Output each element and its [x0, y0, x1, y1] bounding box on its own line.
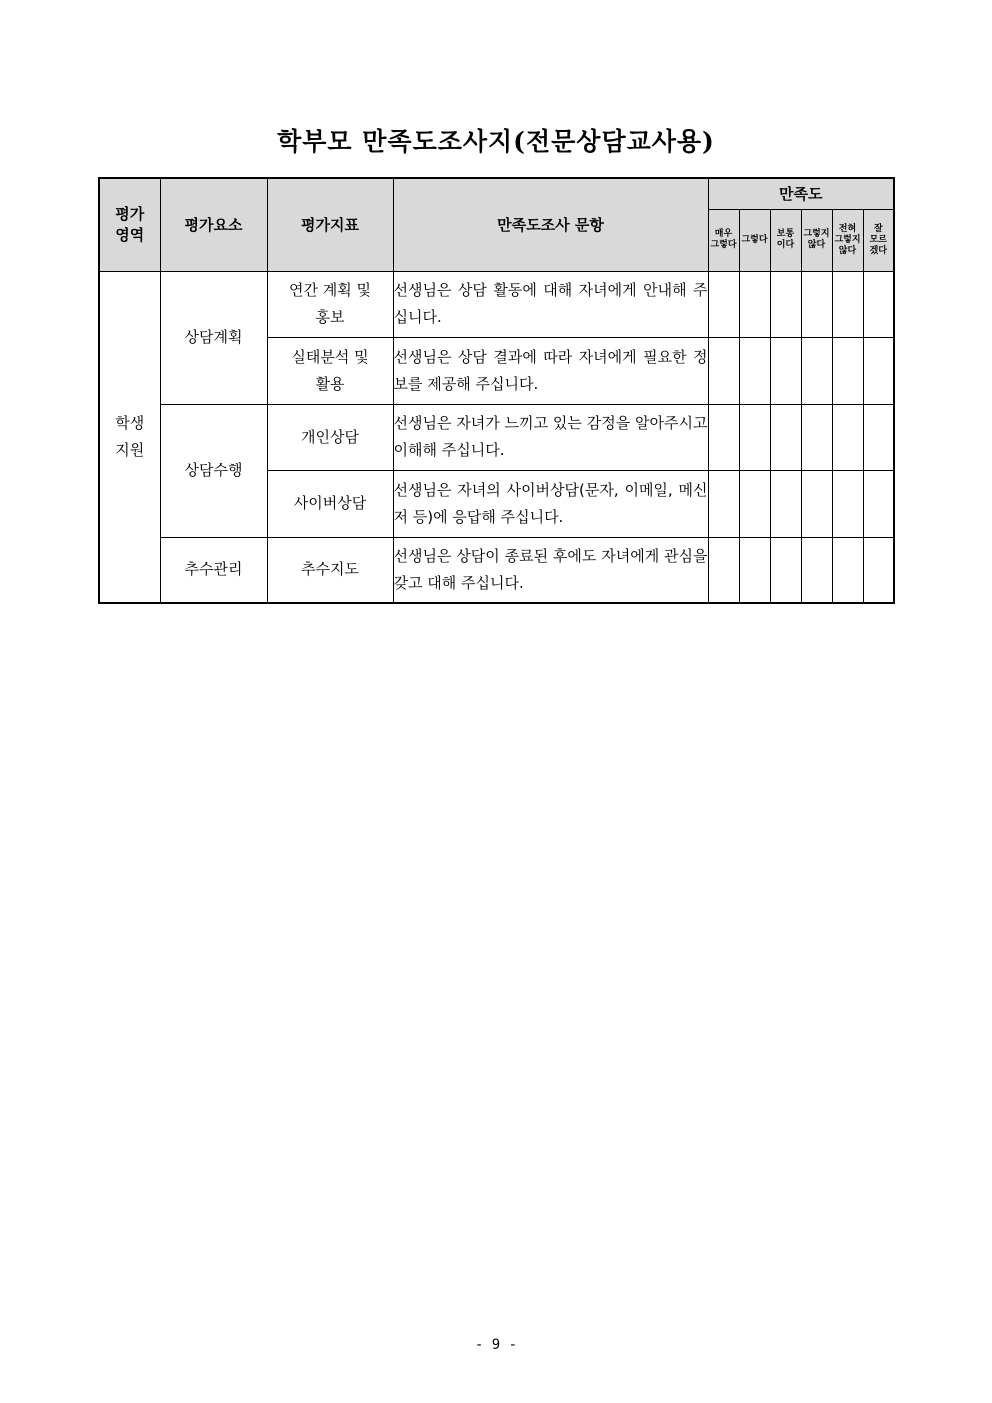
rating-cell[interactable] [739, 470, 770, 537]
rating-cell[interactable] [708, 404, 739, 470]
area-cell: 학생 지원 [99, 271, 160, 603]
rating-cell[interactable] [770, 470, 801, 537]
question-cell: 선생님은 상담이 종료된 후에도 자녀에게 관심을 갖고 대해 주십니다. [393, 537, 708, 603]
table-row [99, 537, 894, 603]
rating-cell[interactable] [832, 271, 863, 337]
scale-strongly-disagree: 전혀 그렇지 않다 [832, 209, 863, 271]
rating-cell[interactable] [770, 537, 801, 603]
indicator-cell: 추수지도 [267, 537, 393, 603]
rating-cell[interactable] [863, 470, 894, 537]
header-area: 평가 영역 [99, 178, 160, 271]
rating-cell[interactable] [708, 537, 739, 603]
rating-cell[interactable] [708, 470, 739, 537]
rating-cell[interactable] [801, 337, 832, 404]
rating-cell[interactable] [739, 337, 770, 404]
scale-disagree: 그렇지 않다 [801, 209, 832, 271]
indicator-cell: 사이버상담 [267, 470, 393, 537]
table-row [99, 271, 894, 337]
element-cell: 상담계획 [160, 271, 267, 404]
scale-neutral: 보통 이다 [770, 209, 801, 271]
header-question: 만족도조사 문항 [393, 178, 708, 271]
header-indicator: 평가지표 [267, 178, 393, 271]
rating-cell[interactable] [770, 271, 801, 337]
page-number: - 9 - [474, 1337, 518, 1353]
element-cell: 추수관리 [160, 537, 267, 603]
question-cell: 선생님은 자녀가 느끼고 있는 감정을 알아주시고 이해해 주십니다. [393, 404, 708, 470]
rating-cell[interactable] [832, 404, 863, 470]
header-element: 평가요소 [160, 178, 267, 271]
question-cell: 선생님은 자녀의 사이버상담(문자, 이메일, 메신저 등)에 응답해 주십니다. [393, 470, 708, 537]
rating-cell[interactable] [801, 470, 832, 537]
rating-cell[interactable] [801, 404, 832, 470]
rating-cell[interactable] [832, 337, 863, 404]
scale-dont-know: 잘 모르 겠다 [863, 209, 894, 271]
rating-cell[interactable] [770, 404, 801, 470]
rating-cell[interactable] [863, 537, 894, 603]
rating-cell[interactable] [801, 537, 832, 603]
question-cell: 선생님은 상담 결과에 따라 자녀에게 필요한 정보를 제공해 주십니다. [393, 337, 708, 404]
rating-cell[interactable] [708, 271, 739, 337]
satisfaction-survey-table [98, 177, 895, 604]
element-cell: 상담수행 [160, 404, 267, 537]
page-title: 학부모 만족도조사지(전문상담교사용) [277, 127, 715, 156]
rating-cell[interactable] [770, 337, 801, 404]
indicator-cell: 개인상담 [267, 404, 393, 470]
rating-cell[interactable] [739, 404, 770, 470]
rating-cell[interactable] [708, 337, 739, 404]
rating-cell[interactable] [863, 404, 894, 470]
rating-cell[interactable] [739, 271, 770, 337]
indicator-cell: 연간 계획 및 홍보 [267, 271, 393, 337]
rating-cell[interactable] [863, 337, 894, 404]
rating-cell[interactable] [832, 537, 863, 603]
rating-cell[interactable] [739, 537, 770, 603]
rating-cell[interactable] [801, 271, 832, 337]
question-cell: 선생님은 상담 활동에 대해 자녀에게 안내해 주십니다. [393, 271, 708, 337]
indicator-cell: 실태분석 및 활용 [267, 337, 393, 404]
rating-cell[interactable] [832, 470, 863, 537]
table-row [99, 404, 894, 470]
rating-cell[interactable] [863, 271, 894, 337]
scale-agree: 그렇다 [739, 209, 770, 271]
header-satisfaction: 만족도 [708, 178, 894, 209]
scale-very-agree: 매우 그렇다 [708, 209, 739, 271]
